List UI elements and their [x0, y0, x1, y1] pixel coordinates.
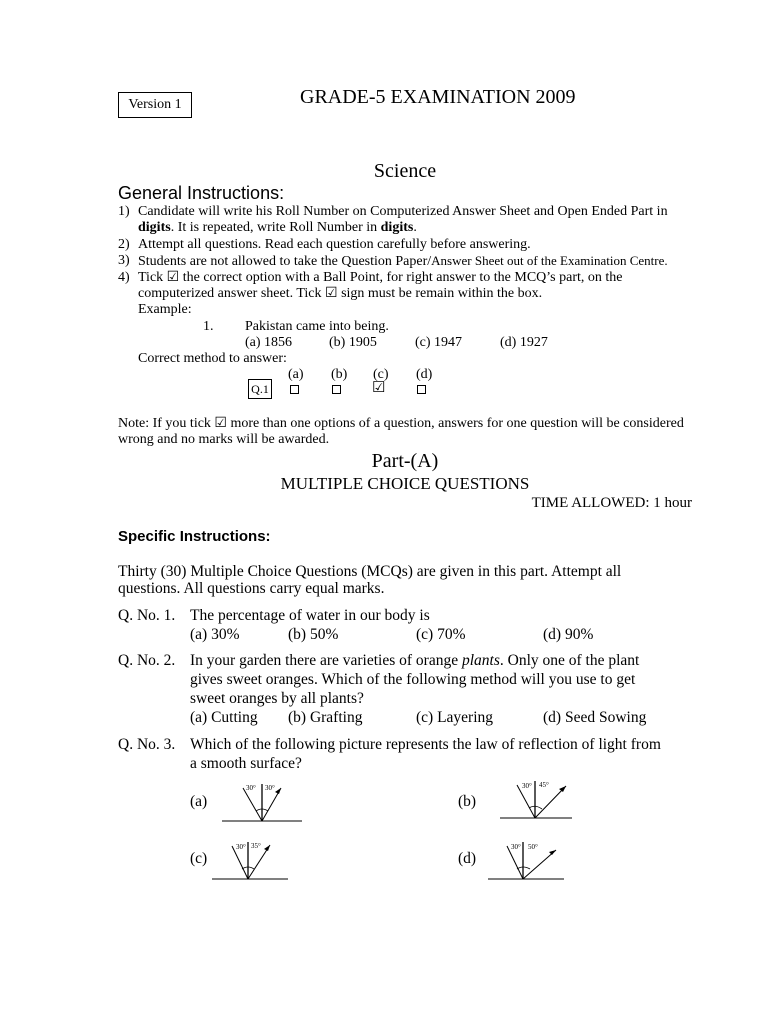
- reflection-diagram-d: [488, 836, 568, 884]
- general-instructions-heading: General Instructions:: [118, 183, 285, 203]
- reflection-diagram-c: [212, 836, 292, 884]
- answer-column-label: (a): [288, 367, 304, 382]
- example-number: 1.: [203, 319, 214, 334]
- option-b: (b) 50%: [288, 626, 339, 643]
- version-box: Version 1: [118, 92, 192, 118]
- question-text: a smooth surface?: [190, 755, 302, 772]
- example-option: (a) 1856: [245, 335, 293, 350]
- note-text-part: more than one options of a question, answers for one question will be considered: [226, 416, 684, 431]
- reflected-angle-label: 35°: [251, 842, 261, 850]
- reflected-angle-label: 30°: [265, 784, 275, 792]
- reflection-diagram-a: [222, 778, 302, 826]
- question-number-box: Q.1: [248, 379, 272, 399]
- instruction-text: [138, 253, 668, 270]
- question-text: sweet oranges by all plants?: [190, 690, 364, 707]
- instruction-text-part: Answer Sheet out of the Examination Centre.: [431, 253, 668, 268]
- diagram-label: (d): [458, 850, 477, 867]
- note-text: wrong and no marks will be awarded.: [118, 432, 330, 447]
- specific-instructions-text: questions. All questions carry equal marks.: [118, 580, 385, 597]
- option-c: (c) Layering: [416, 709, 494, 726]
- instruction-text: [138, 286, 542, 302]
- answer-checkbox-d[interactable]: [417, 385, 426, 394]
- option-c: (c) 70%: [416, 626, 466, 643]
- time-allowed: TIME ALLOWED: 1 hour: [531, 495, 692, 511]
- example-label: Example:: [138, 302, 192, 317]
- example-option: (b) 1905: [329, 335, 377, 350]
- question-label: Q. No. 3.: [118, 736, 176, 753]
- part-title: Part-(A): [371, 450, 439, 472]
- incident-angle-label: 30°: [236, 843, 246, 851]
- incident-angle-label: 30°: [522, 782, 532, 790]
- question-text: Which of the following picture represents the law of reflection of light from: [190, 736, 661, 753]
- diagram-label: (b): [458, 793, 477, 810]
- instruction-number: 2): [118, 237, 130, 252]
- reflected-angle-label: 45°: [539, 781, 549, 789]
- option-b: (b) Grafting: [288, 709, 363, 726]
- diagram-label: (c): [190, 850, 208, 867]
- example-question: Pakistan came into being.: [245, 319, 389, 334]
- instruction-text-part: sign must be remain within the box.: [337, 286, 543, 301]
- question-text: gives sweet oranges. Which of the following method will you use to get: [190, 671, 636, 688]
- ballot-box-check-icon: ☑: [166, 270, 180, 285]
- question-text-part: . Only one of the plant: [499, 652, 640, 669]
- specific-instructions-text: Thirty (30) Multiple Choice Questions (MCQs) are given in this part. Attempt all: [118, 563, 622, 580]
- instruction-number: 1): [118, 204, 130, 219]
- note-text: [118, 416, 684, 432]
- question-text: [190, 652, 639, 670]
- section-subtitle: MULTIPLE CHOICE QUESTIONS: [280, 474, 530, 493]
- instruction-text-part: . It is repeated, write Roll Number in: [170, 220, 381, 235]
- option-a: (a) 30%: [190, 626, 240, 643]
- answer-checkbox-b[interactable]: [332, 385, 341, 394]
- exam-title: GRADE-5 EXAMINATION 2009: [300, 86, 576, 108]
- question-label: Q. No. 2.: [118, 652, 176, 669]
- answer-checkbox-a[interactable]: [290, 385, 299, 394]
- reflected-angle-label: 50°: [528, 843, 538, 851]
- instruction-text-part: Students are not allowed to take the Question Paper/: [138, 254, 432, 269]
- instruction-text-part: Tick: [138, 270, 167, 285]
- ballot-box-check-icon: ☑: [214, 416, 227, 431]
- instruction-text-part: .: [413, 220, 417, 235]
- instruction-number: 3): [118, 253, 130, 268]
- incident-angle-label: 30°: [246, 784, 256, 792]
- example-option: (d) 1927: [500, 335, 548, 350]
- bold-text: digits: [138, 220, 171, 235]
- instruction-text: Attempt all questions. Read each question carefully before answering.: [138, 237, 531, 252]
- question-text-part: In your garden there are varieties of orange: [190, 652, 462, 669]
- correct-method-label: Correct method to answer:: [138, 351, 287, 366]
- option-d: (d) 90%: [543, 626, 594, 643]
- answer-column-label: (d): [416, 367, 433, 382]
- question-text: The percentage of water in our body is: [190, 607, 430, 624]
- reflection-diagram-b: [500, 776, 580, 824]
- diagram-label: (a): [190, 793, 208, 810]
- instruction-text: [138, 270, 622, 286]
- instruction-text-part: the correct option with a Ball Point, for right answer to the MCQ’s part, on the: [179, 270, 623, 285]
- italic-text: plants: [461, 652, 500, 669]
- incident-angle-label: 30°: [511, 843, 521, 851]
- answer-checkbox-c-checked-icon[interactable]: ☑: [372, 380, 386, 396]
- instruction-text-part: computerized answer sheet. Tick: [138, 286, 326, 301]
- option-d: (d) Seed Sowing: [543, 709, 647, 726]
- instruction-number: 4): [118, 270, 130, 285]
- specific-instructions-heading: Specific Instructions:: [118, 528, 271, 545]
- question-label: Q. No. 1.: [118, 607, 176, 624]
- answer-column-label: (c): [373, 367, 389, 382]
- bold-text: digits: [380, 220, 414, 235]
- instruction-text: [138, 220, 417, 236]
- instruction-text: Candidate will write his Roll Number on Computerized Answer Sheet and Open Ended Part in: [138, 204, 668, 219]
- subject-title: Science: [373, 160, 437, 182]
- option-a: (a) Cutting: [190, 709, 258, 726]
- note-text-part: Note: If you tick: [118, 416, 215, 431]
- example-option: (c) 1947: [415, 335, 463, 350]
- answer-column-label: (b): [331, 367, 348, 382]
- ballot-box-check-icon: ☑: [325, 286, 338, 301]
